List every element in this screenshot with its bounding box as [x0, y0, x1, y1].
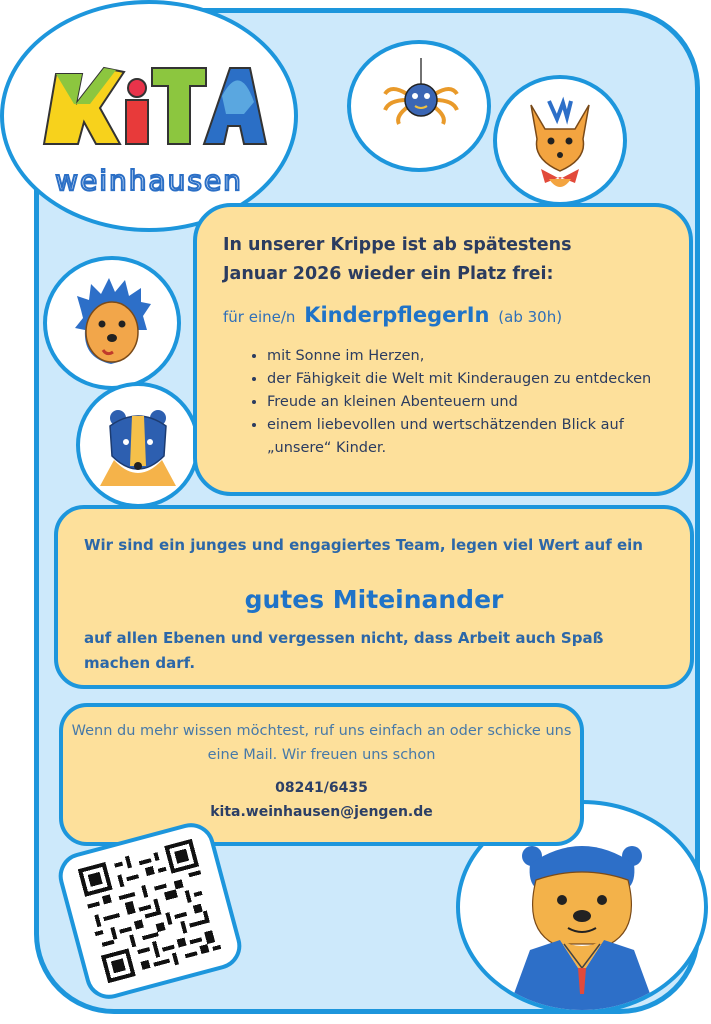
- team-box: [54, 505, 694, 689]
- contact-box: [59, 703, 584, 846]
- spider-circle: [347, 40, 491, 172]
- list-item: • einem liebevollen und wertschätzenden Blick auf „unsere“ Kinder.: [267, 414, 667, 460]
- logo-subtitle: weinhausen: [55, 164, 243, 197]
- badger-icon: [80, 386, 196, 504]
- list-item: • der Fähigkeit die Welt mit Kinderaugen zu entdecken: [267, 368, 667, 391]
- logo-circle: [0, 0, 298, 232]
- contact-text: Wenn du mehr wissen möchtest, ruf uns einfach an oder schicke uns eine Mail. Wir freuen uns schon: [71, 723, 572, 763]
- spider-icon: [351, 44, 487, 168]
- job-heading-line2: Januar 2026 wieder ein Platz frei:: [223, 264, 554, 284]
- qr-code-wrapper: [60, 828, 246, 1000]
- list-item: • Freude an kleinen Abenteuern und: [267, 391, 667, 414]
- contact-email[interactable]: kita.weinhausen@jengen.de: [210, 804, 433, 820]
- fox-icon: [497, 79, 623, 202]
- list-item: • mit Sonne im Herzen,: [267, 345, 667, 368]
- badger-circle: [76, 382, 200, 508]
- qr-code-icon: [73, 837, 227, 984]
- contact-phone[interactable]: 08241/6435: [275, 780, 368, 796]
- job-heading-line1: In unserer Krippe ist ab spätestens: [223, 235, 572, 255]
- role-title: KinderpflegerIn: [304, 303, 490, 327]
- role-suffix: (ab 30h): [498, 308, 563, 326]
- qr-code[interactable]: [53, 818, 246, 1004]
- job-heading: [223, 231, 572, 289]
- team-text-1: Wir sind ein junges und engagiertes Team, legen viel Wert auf ein: [84, 536, 643, 554]
- team-text-2: auf allen Ebenen und vergessen nicht, dass Arbeit auch Spaß machen darf.: [84, 629, 604, 672]
- hedgehog-icon: [47, 260, 177, 386]
- hedgehog-circle: [43, 256, 181, 390]
- fox-circle: [493, 75, 627, 206]
- requirements-list: [239, 345, 667, 460]
- team-highlight: gutes Miteinander: [244, 585, 504, 614]
- job-role: [223, 303, 562, 327]
- job-offer-box: [193, 203, 693, 496]
- kita-logo: [4, 4, 294, 228]
- role-prefix: für eine/n: [223, 308, 296, 326]
